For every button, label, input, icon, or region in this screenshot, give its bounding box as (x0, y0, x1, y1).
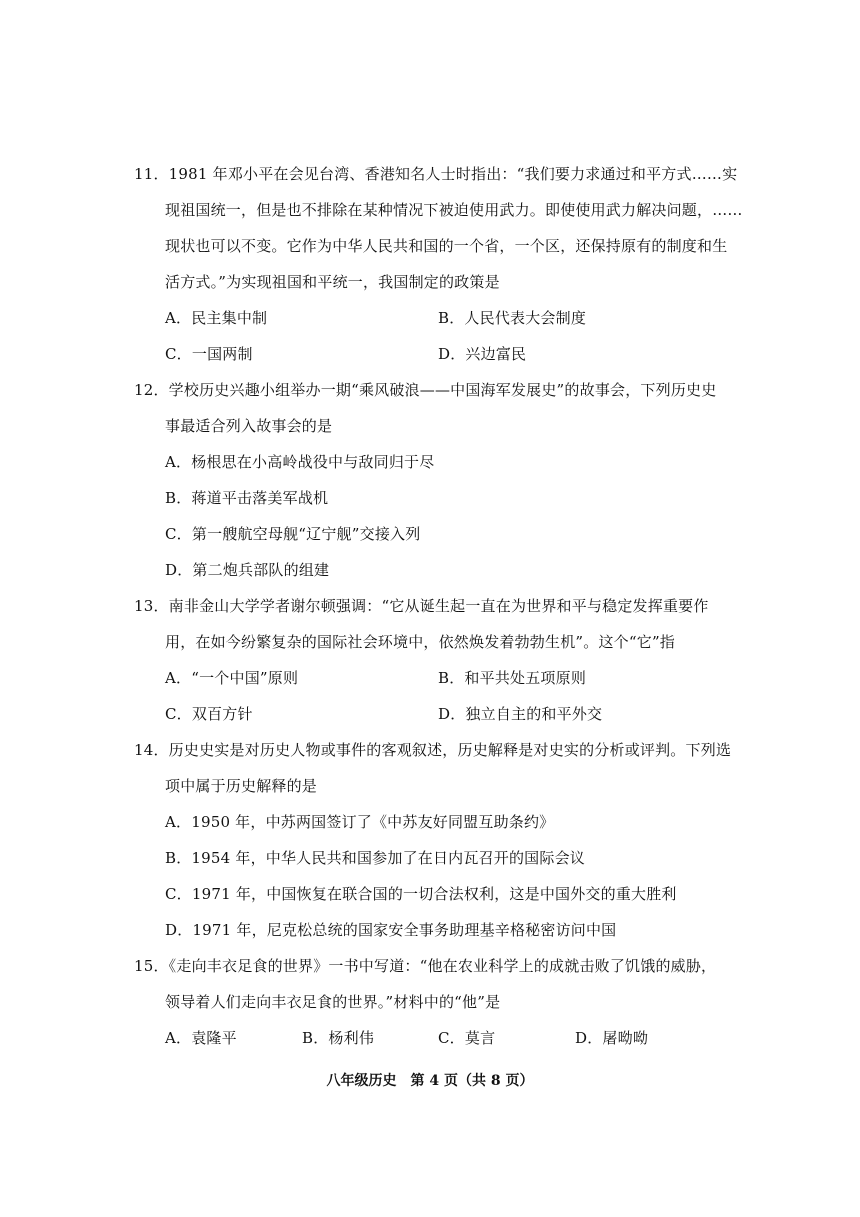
question-14-option-d: D．1971 年，尼克松总统的国家安全事务助理基辛格秘密访问中国 (165, 921, 617, 939)
question-11-option-c: C．一国两制 (165, 345, 253, 363)
question-13-stem-line-1: 13．南非金山大学学者谢尔顿强调：“它从诞生起一直在为世界和平与稳定发挥重要作 (134, 597, 709, 615)
question-11-option-a: A．民主集中制 (165, 309, 268, 327)
question-15-option-d: D．屠呦呦 (575, 1029, 649, 1047)
question-13-option-b: B．和平共处五项原则 (438, 669, 587, 687)
question-14-stem-line-2: 项中属于历史解释的是 (165, 777, 318, 795)
question-15-stem-line-1: 15．《走向丰衣足食的世界》一书中写道：“他在农业科学上的成就击败了饥饿的威胁， (134, 957, 717, 975)
question-14-option-b: B．1954 年，中华人民共和国参加了在日内瓦召开的国际会议 (165, 849, 585, 867)
question-14-stem-line-1: 14．历史史实是对历史人物或事件的客观叙述，历史解释是对史实的分析或评判。下列选 (134, 741, 732, 759)
page-footer: 八年级历史 第 4 页（共 8 页） (326, 1073, 534, 1089)
question-11-stem-line-4: 活方式。”为实现祖国和平统一，我国制定的政策是 (165, 273, 500, 291)
question-11-stem-line-3: 现状也可以不变。它作为中华人民共和国的一个省，一个区，还保持原有的制度和生 (165, 237, 728, 255)
question-13-option-c: C．双百方针 (165, 705, 253, 723)
question-15-option-a: A．袁隆平 (165, 1029, 237, 1047)
question-13-stem-line-2: 用，在如今纷繁复杂的国际社会环境中，依然焕发着勃勃生机”。这个“它”指 (165, 633, 676, 651)
question-15-stem-line-2: 领导着人们走向丰衣足食的世界。”材料中的“他”是 (165, 993, 501, 1011)
question-11-stem-line-1: 11．1981 年邓小平在会见台湾、香港知名人士时指出：“我们要力求通过和平方式……实 (134, 165, 738, 183)
question-14-option-c: C．1971 年，中国恢复在联合国的一切合法权利，这是中国外交的重大胜利 (165, 885, 677, 903)
question-11-option-b: B．人民代表大会制度 (438, 309, 587, 327)
question-11-stem-line-2: 现祖国统一，但是也不排除在某种情况下被迫使用武力。即使使用武力解决问题，…… (165, 201, 743, 219)
question-12-option-d: D．第二炮兵部队的组建 (165, 561, 330, 579)
question-12-option-b: B．蒋道平击落美军战机 (165, 489, 329, 507)
question-15-option-c: C．莫言 (438, 1029, 496, 1047)
question-12-stem-line-2: 事最适合列入故事会的是 (165, 417, 333, 435)
question-14-option-a: A．1950 年，中苏两国签订了《中苏友好同盟互助条约》 (165, 813, 555, 831)
question-12-option-a: A．杨根思在小高岭战役中与敌同归于尽 (165, 453, 435, 471)
question-13-option-a: A．“一个中国”原则 (165, 669, 299, 687)
question-12-stem-line-1: 12．学校历史兴趣小组举办一期“乘风破浪——中国海军发展史”的故事会，下列历史史 (134, 381, 717, 399)
question-15-option-b: B．杨利伟 (302, 1029, 375, 1047)
question-11-option-d: D．兴边富民 (438, 345, 527, 363)
question-12-option-c: C．第一艘航空母舰“辽宁舰”交接入列 (165, 525, 421, 543)
question-13-option-d: D．独立自主的和平外交 (438, 705, 603, 723)
